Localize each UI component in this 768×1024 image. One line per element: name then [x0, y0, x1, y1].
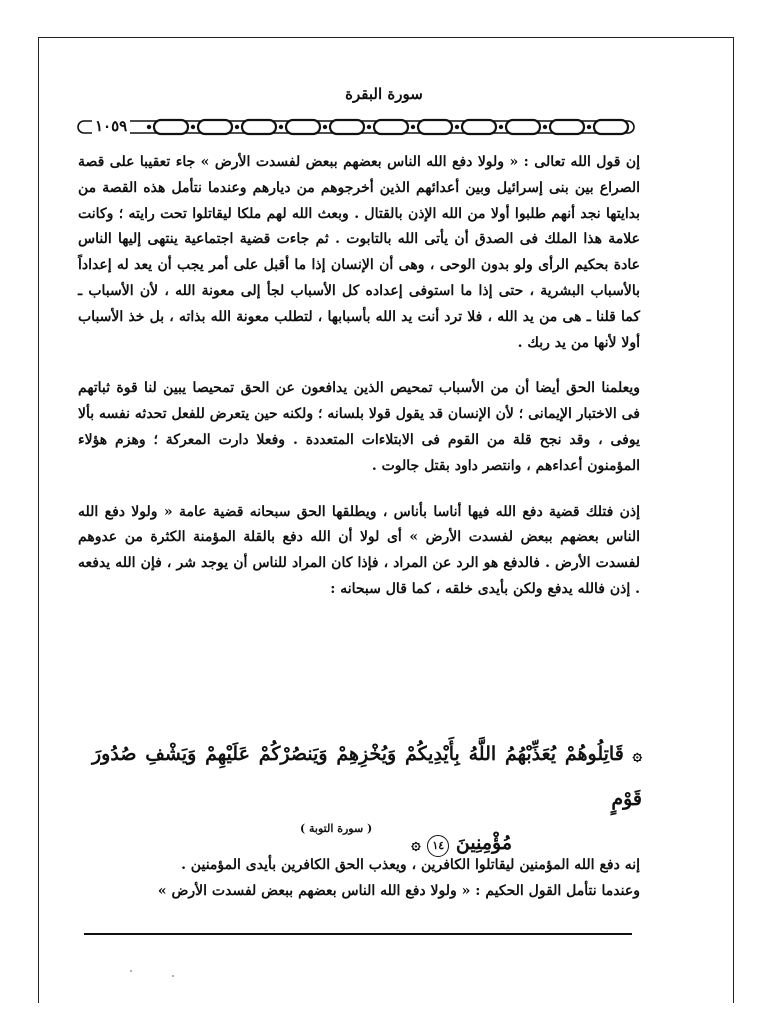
quran-verse	[92, 732, 642, 866]
chain-link	[374, 120, 408, 134]
chain-dot	[587, 125, 591, 129]
footer-rule	[84, 933, 632, 935]
chain-dot	[235, 125, 239, 129]
verse-text: قَاتِلُوهُمْ يُعَذِّبْهُمُ اللَّهُ بِأَيْدِيكُمْ وَيُخْزِهِمْ وَيَنصُرْكُمْ عَلَيْهِمْ وَيَشْفِ صُدُورَ قَوْمٍ	[92, 743, 642, 810]
verse-text-end: مُؤْمِنِينَ	[455, 832, 512, 854]
paragraph-1: إن قول الله تعالى : « ولولا دفع الله الناس بعضهم ببعض لفسدت الأرض » جاء تعقيبا على قصة الصراع بين بنى إسرائيل وبين أعدائهم الذين أخرجوهم من ديارهم وعندما نتأمل هذه القصة من بدايتها نجد أنهم طلبوا أولا من الله الإذن بالقتال . وبعث الله لهم ملكا ليقاتلوا تحت رايته ؛ وكانت علامة هذا الملك فى الصدق أن يأتى الله بالتابوت . ثم جاءت قضية اجتماعية ينتهى إليها الناس عادة بحكيم الرأى ولو بدون الوحى ، وهى أن الإنسان إذا ما أقبل على أمر يجب أن يعد له إعداداً بالأسباب البشرية ، حتى إذا ما استوفى إعداده كل الأسباب لجأ إلى معونة الله ، لأن الأسباب ـ كما قلنا ـ هى من يد الله ، فلا ترد أنت يد الله بأسبابها ، لتطلب معونة الله بذاته ، بل خذ الأسباب أولا لأنها من يد ربك .	[78, 154, 640, 351]
surah-title: سورة البقرة	[345, 85, 423, 103]
closing-line-1: إنه دفع الله المؤمنين ليقاتلوا الكافرين ، ويعذب الحق الكافرين بأيدى المؤمنين .	[181, 857, 640, 873]
chain-link	[550, 120, 584, 134]
chain-link	[242, 120, 276, 134]
chain-link	[154, 120, 188, 134]
verse-citation: ( سورة التوبة )	[300, 822, 373, 835]
scan-speck	[172, 975, 174, 977]
chain-link	[594, 120, 628, 134]
closing-line-2: وعندما نتأمل القول الحكيم : « ولولا دفع الله الناس بعضهم ببعض لفسدت الأرض »	[157, 883, 640, 899]
paragraph-3: إذن فتلك قضية دفع الله فيها أناسا بأناس ، ويطلقها الحق سبحانه قضية عامة « ولولا دفع الله الناس بعضهم ببعض لفسدت الأرض » أى لولا أن الله دفع بالقلة المؤمنة الكثرة من عدوهم لفسدت الأرض . فالدفع هو الرد عن المراد ، فإذا كان المراد للناس أن يوجد شر ، فإن الله يدفعه . إذن فالله يدفع ولكن بأيدى خلقه ، كما قال سبحانه :	[78, 503, 640, 597]
scan-speck	[130, 970, 132, 972]
page-number: ١٠٥٩	[92, 117, 130, 135]
chain-dot	[367, 125, 371, 129]
verse-number: ١٤	[427, 835, 449, 857]
ornamental-band	[76, 118, 636, 136]
chain-link	[462, 120, 496, 134]
body-text	[78, 150, 640, 603]
chain-link	[198, 120, 232, 134]
paragraph-2: ويعلمنا الحق أيضا أن من الأسباب تمحيص الذين يدافعون عن الحق تمحيصا يبين لنا قوة ثباتهم فى الاختبار الإيمانى ؛ لأن الإنسان قد يقول قولا بلسانه ؛ ولكنه حين يتعرض للفعل تحدثه نفسه بألا يوفى ، وقد نجح قلة من القوم فى الابتلاءات المتعددة . وفعلا دارت المعركة ؛ وهزم هؤلاء المؤمنون أعداءهم ، وانتصر داود بقتل جالوت .	[78, 380, 640, 474]
verse-end-ornament: ۞	[411, 834, 421, 853]
chain-link	[286, 120, 320, 134]
verse-start-ornament: ۞	[632, 745, 642, 764]
chain-dot	[191, 125, 195, 129]
chain-dot	[147, 125, 151, 129]
chain-link	[418, 120, 452, 134]
chain-dot	[279, 125, 283, 129]
chain-link	[506, 120, 540, 134]
closing-text	[78, 852, 640, 904]
chain-dot	[455, 125, 459, 129]
chain-link	[330, 120, 364, 134]
chain-dot	[411, 125, 415, 129]
chain-dot	[499, 125, 503, 129]
chain-dot	[323, 125, 327, 129]
chain-dot	[543, 125, 547, 129]
